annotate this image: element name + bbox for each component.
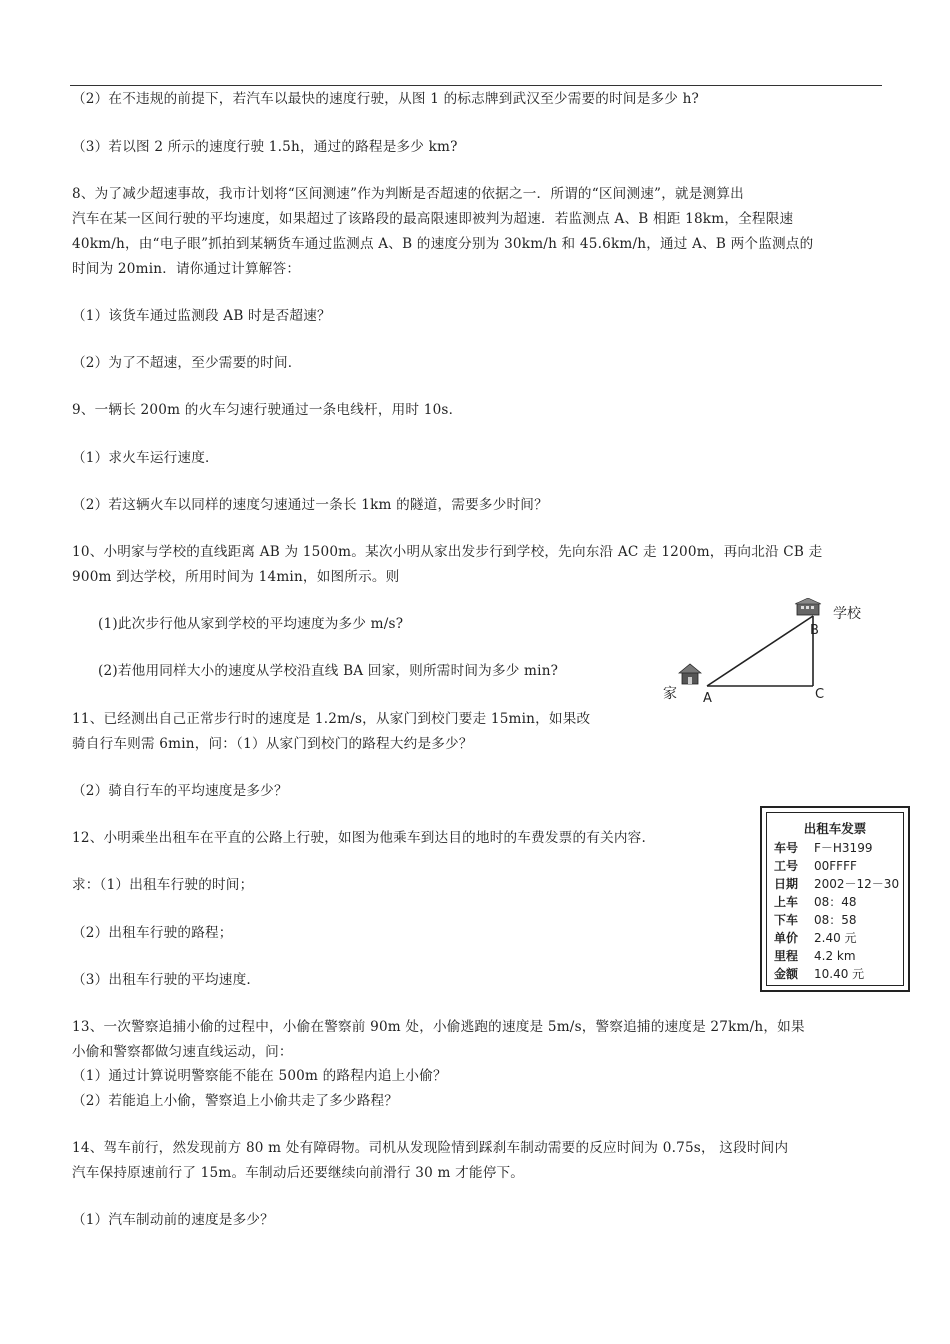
question-14-1: （1）汽车制动前的速度是多少？: [72, 1212, 274, 1228]
question-11-2: （2）骑自行车的平均速度是多少？: [72, 783, 288, 799]
question-7-3: （3）若以图 2 所示的速度行驶 1.5h，通过的路程是多少 km?: [72, 139, 458, 155]
question-7-2: （2）在不违规的前提下，若汽车以最快的速度行驶，从图 1 的标志牌到武汉至少需要的时间是多少 h?: [72, 91, 700, 107]
invoice-row: [774, 929, 857, 946]
line-ab: [707, 616, 813, 686]
invoice-row: [774, 965, 864, 982]
question-8-line-1: 8、为了减少超速事故，我市计划将“区间测速”作为判断是否超速的依据之一．所谓的“区间测速”，就是测算出: [72, 186, 744, 202]
invoice-title: 出租车发票: [803, 821, 867, 836]
invoice-value: 00FFFF: [814, 859, 857, 873]
question-10-line-2: 900m 到达学校，所用时间为 14min，如图所示。则: [72, 569, 400, 585]
question-10-line-1: 10、小明家与学校的直线距离 AB 为 1500m。某次小明从家出发步行到学校，先向东沿 AC 走 1200m，再向北沿 CB 走: [72, 544, 823, 560]
invoice-row: [774, 857, 857, 874]
question-14-line-1: 14、驾车前行，然发现前方 80 m 处有障碍物。司机从发现险情到踩刹车制动需要的反应时间为 0.75s， 这段时间内: [72, 1140, 789, 1156]
question-12: 12、小明乘坐出租车在平直的公路上行驶，如图为他乘车到达目的地时的车费发票的有关内容.: [72, 830, 646, 846]
route-diagram: [655, 598, 877, 708]
home-label: 家: [663, 686, 677, 702]
question-8-line-3: 40km/h，由“电子眼”抓拍到某辆货车通过监测点 A、B 的速度分别为 30km/h 和 45.6km/h，通过 A、B 两个监测点的: [72, 236, 814, 252]
question-13-line-2: 小偷和警察都做匀速直线运动，问：: [72, 1044, 293, 1060]
question-10-2: (2)若他用同样大小的速度从学校沿直线 BA 回家，则所需时间为多少 min?: [98, 663, 559, 679]
question-9-1: （1）求火车运行速度．: [72, 450, 219, 466]
question-9: 9、一辆长 200m 的火车匀速行驶通过一条电线杆，用时 10s．: [72, 402, 463, 418]
invoice-value: 4.2 km: [814, 949, 856, 963]
question-10-1: (1)此次步行他从家到学校的平均速度为多少 m/s?: [98, 616, 404, 632]
invoice-key: 下车: [774, 913, 799, 927]
question-8-line-4: 时间为 20min．请你通过计算解答：: [72, 261, 301, 277]
invoice-row: [774, 893, 857, 910]
point-a-label: A: [703, 691, 712, 706]
invoice-key: 上车: [774, 895, 799, 909]
question-11-line-1: 11、已经测出自己正常步行时的速度是 1.2m/s，从家门到校门要走 15min，如果改: [72, 711, 591, 727]
house-icon: [679, 664, 701, 684]
question-12-1: 求：（1）出租车行驶的时间；: [72, 877, 254, 893]
invoice-value: 2002－12－30: [814, 877, 900, 891]
invoice-key: 单价: [774, 931, 799, 945]
point-c-label: C: [815, 687, 825, 702]
question-11-line-2: 骑自行车则需 6min，问：（1）从家门到校门的路程大约是多少？: [72, 736, 473, 752]
invoice-row: [774, 875, 899, 892]
invoice-key: 金额: [774, 967, 799, 981]
question-8-1: （1）该货车通过监测段 AB 时是否超速？: [72, 308, 331, 324]
question-13-line-1: 13、一次警察追捕小偷的过程中，小偷在警察前 90m 处，小偷逃跑的速度是 5m/s，警察追捕的速度是 27km/h，如果: [72, 1019, 805, 1035]
invoice-value: F－H3199: [814, 841, 873, 855]
taxi-invoice: [760, 806, 910, 992]
invoice-key: 车号: [774, 841, 799, 855]
header-rule: [70, 85, 882, 86]
invoice-row: [774, 947, 856, 964]
invoice-value: 10.40 元: [814, 967, 865, 981]
question-12-2: （2）出租车行驶的路程；: [72, 925, 233, 941]
invoice-value: 2.40 元: [814, 931, 857, 945]
invoice-key: 里程: [774, 949, 799, 963]
question-14-line-2: 汽车保持原速前行了 15m。车制动后还要继续向前滑行 30 m 才能停下。: [72, 1165, 525, 1181]
question-13-1: （1）通过计算说明警察能不能在 500m 的路程内追上小偷？: [72, 1068, 447, 1084]
school-building-icon: [795, 598, 821, 615]
question-8-2: （2）为了不超速，至少需要的时间．: [72, 355, 302, 371]
question-12-3: （3）出租车行驶的平均速度.: [72, 972, 251, 988]
invoice-row: [774, 839, 872, 856]
invoice-value: 08：58: [814, 913, 857, 927]
point-b-label: B: [810, 623, 819, 638]
school-label: 学校: [833, 606, 861, 622]
invoice-key: 日期: [774, 877, 799, 891]
question-13-2: （2）若能追上小偷，警察追上小偷共走了多少路程？: [72, 1093, 399, 1109]
invoice-key: 工号: [774, 859, 799, 873]
invoice-row: [774, 911, 857, 928]
question-8-line-2: 汽车在某一区间行驶的平均速度，如果超过了该路段的最高限速即被判为超速．若监测点 A、B 相距 18km，全程限速: [72, 211, 794, 227]
invoice-value: 08：48: [814, 895, 857, 909]
question-9-2: （2）若这辆火车以同样的速度匀速通过一条长 1km 的隧道，需要多少时间？: [72, 497, 548, 513]
